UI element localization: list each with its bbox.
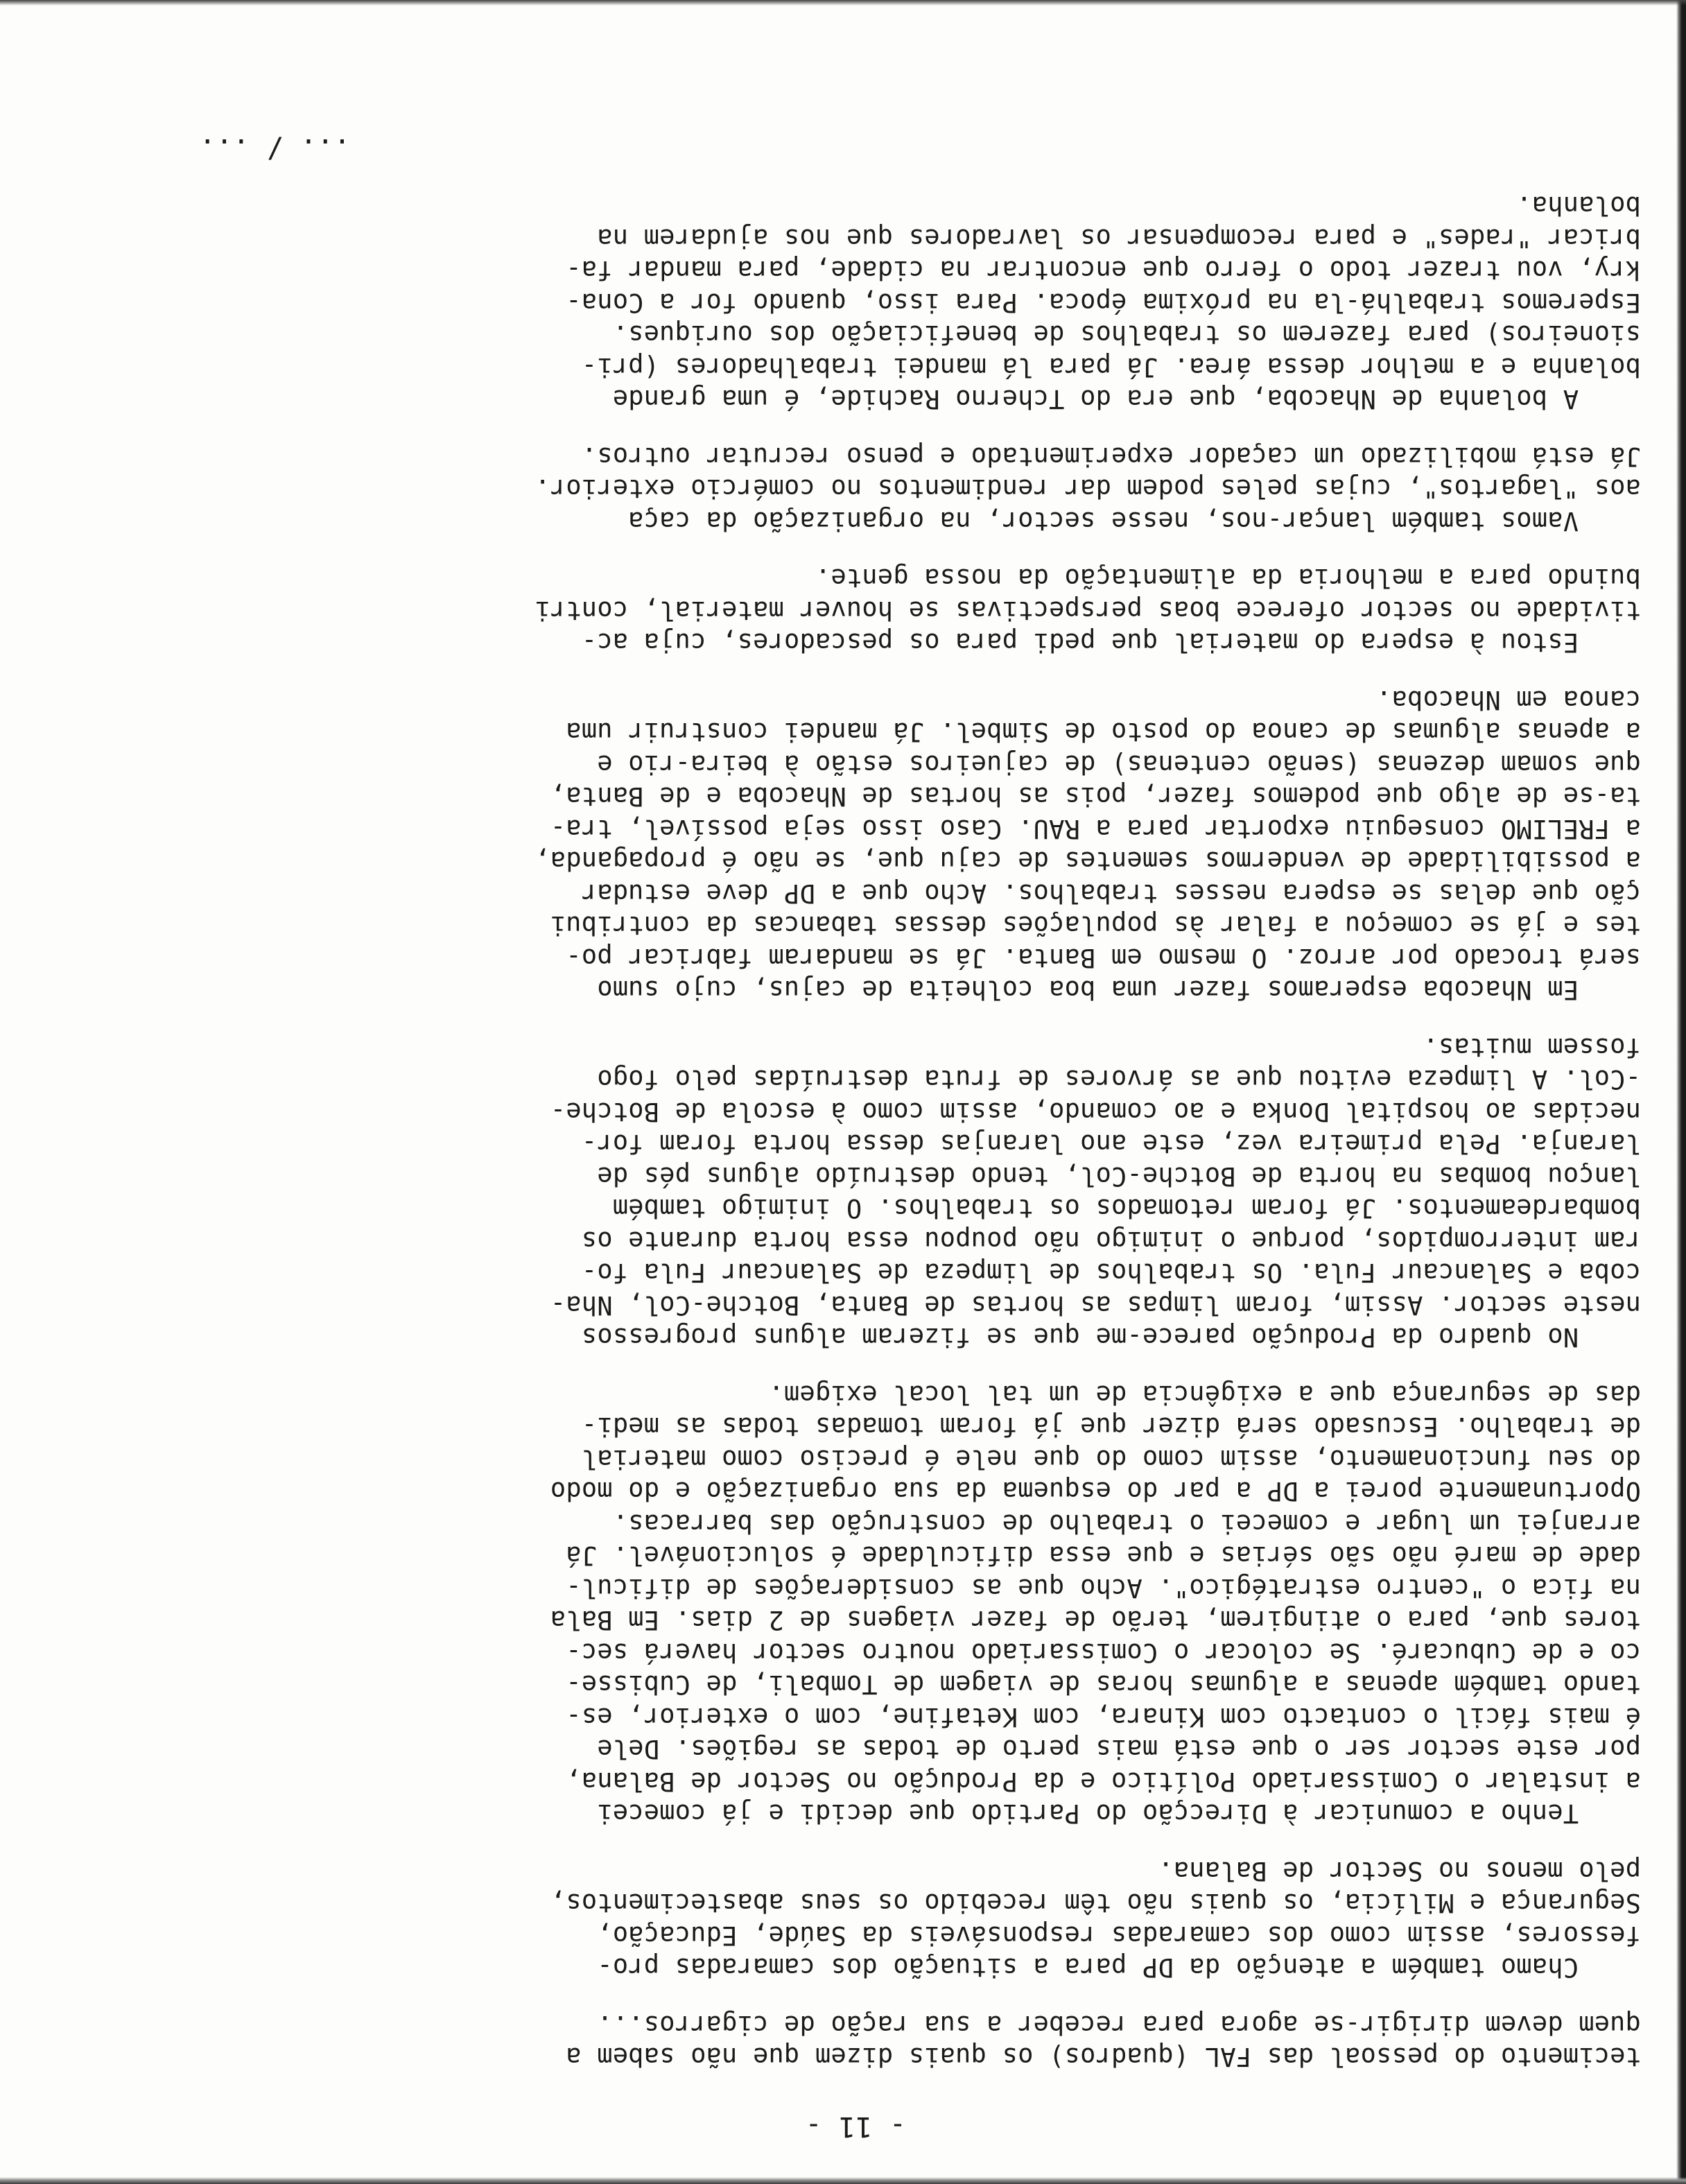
text-line: co e de Cubucaré. Se colocar o Comissariado noutro sector haverá sec- <box>566 1638 1641 1667</box>
text-line: ta-se de algo que podemos fazer, pois as hortas de Nhacoba e de Banta, <box>550 781 1641 812</box>
text-line: tecimento do pessoal das FAL (quadros) os quais dizem que não sabem a <box>566 2042 1641 2072</box>
text-line: das de segurança que a exigência de um tal local exigem. <box>768 1380 1641 1410</box>
text-line: bolanha. <box>1516 191 1641 221</box>
text-line: a possibilidade de vendermos sementes de caju que, se não é propaganda, <box>535 846 1641 876</box>
text-line: por este sector ser o que está mais perto de todas as regiões. Dele <box>597 1734 1641 1765</box>
text-line: tividade no sector oferece boas perspectivas se houver material, contri <box>535 596 1641 625</box>
paragraph <box>157 562 1641 659</box>
text-line: de trabalho. Escusado será dizer que já foram tomadas todas as medi- <box>581 1412 1641 1442</box>
document-body <box>157 132 1641 2143</box>
text-line: canoa em Nhacoba. <box>1375 685 1641 715</box>
text-line: ção que delas se espera nesses trabalhos. Acho que a DP deve estudar <box>581 878 1641 908</box>
text-line: bolanha e a melhor dessa área. Já para lá mandei trabalhadores (pri- <box>581 352 1641 382</box>
text-line: tando também apenas a algumas horas de viagem de Tombali, de Cubisse- <box>566 1670 1641 1700</box>
paragraph <box>157 1378 1641 1830</box>
paragraph <box>157 684 1641 1006</box>
text-line: bombardeamentos. Já foram retomados os trabalhos. O inimigo também <box>612 1193 1641 1224</box>
text-line: -Col. A limpeza evitou que as árvores de fruta destruídas pelo fogo <box>597 1064 1641 1095</box>
text-line: Vamos também lançar-nos, nesse sector, na organização da caça <box>628 506 1641 536</box>
text-line: laranja. Pela primeira vez, este ano laranjas dessa horta foram for- <box>581 1129 1641 1159</box>
text-line: a FRELIMO conseguiu exportar para a RAU. Caso isso seja possível, tra- <box>550 814 1641 844</box>
text-line: na fica o "centro estratégico". Acho que as considerações de dificul- <box>566 1573 1641 1603</box>
scan-edge-bottom <box>0 0 1686 6</box>
text-line: A bolanha de Nhacoba, que era do Tcherno Rachide, é uma grande <box>612 384 1641 415</box>
text-line: sioneiros) para fazerem os trabalhos de beneficiação dos ouriques. <box>612 320 1641 350</box>
text-line: Segurança e Milícia, os quais não têm recebido os seus abastecimentos, <box>550 1888 1641 1918</box>
text-line: aos "lagartos", cujas peles podem dar rendimentos no comércio exterior. <box>535 474 1641 504</box>
text-line: Estou à espera do material que pedi para os pescadores, cuja ac- <box>581 627 1641 658</box>
text-line: necidas ao hospital Donka e ao comando, assim como à escola de Botche- <box>550 1097 1641 1127</box>
text-line: Esperemos trabalhá-la na próxima época. Para isso, quando for a Cona- <box>566 288 1641 318</box>
text-line: Já está mobilizado um caçador experimentado e penso recrutar outros. <box>581 442 1641 471</box>
text-line: a apenas algumas de canoa do posto de Simbel. Já mandei construir uma <box>566 717 1641 747</box>
text-line: ram interrompidos, porque o inimigo não poupou essa horta durante os <box>581 1226 1641 1256</box>
text-line: é mais fácil o contacto com Kinara, com Ketafine, com o exterior, es- <box>566 1702 1641 1732</box>
text-line: No quadro da Produção parece-me que se fizeram alguns progressos <box>581 1322 1641 1353</box>
text-line: Chamo também a atenção da DP para a situação dos camaradas pro- <box>597 1952 1641 1983</box>
paragraph <box>157 1855 1641 1984</box>
page-number: - 11 - <box>805 2111 906 2142</box>
paragraph <box>157 1031 1641 1353</box>
scan-edge-left <box>1676 0 1686 2184</box>
text-line: fessores, assim como dos camaradas responsáveis da Saúde, Educação, <box>597 1921 1641 1950</box>
text-line: tes e já se começou a falar às populações dessas tabancas da contribui <box>550 910 1641 941</box>
text-line: que somam dezenas (senão centenas) de cajueiros estão à beira-rio e <box>597 749 1641 779</box>
text-line: tores que, para o atingirem, terão de fazer viagens de 2 dias. Em Bala <box>550 1605 1641 1636</box>
text-line: será trocado por arroz. O mesmo em Banta. Já se mandaram fabricar po- <box>566 943 1641 973</box>
text-line: buindo para a melhoria da alimentação da nossa gente. <box>815 563 1641 593</box>
text-line: Em Nhacoba esperamos fazer uma boa colheita de cajus, cujo sumo <box>597 975 1641 1005</box>
text-line: arranjei um lugar e comecei o trabalho de construção das barracas. <box>612 1509 1641 1539</box>
text-line: neste sector. Assim, foram limpas as hortas de Banta, Botche-Col, Nha- <box>550 1290 1641 1320</box>
paragraph-list <box>157 189 1641 2073</box>
continuation-marker: ... / ... <box>199 132 351 164</box>
text-line: bricar "rades" e para recompensar os lavradores que nos ajudarem na <box>597 223 1641 253</box>
text-line: lançou bombas na horta de Botche-Col, tendo destruído alguns pés de <box>597 1161 1641 1191</box>
text-line: coba e Salancaur Fula. Os trabalhos de limpeza de Salancaur Fula fo- <box>581 1258 1641 1288</box>
text-line: Tenho a comunicar à Direcção do Partido que decidi e já comecei <box>597 1799 1641 1829</box>
scan-edge-top <box>0 2177 1686 2184</box>
paragraph <box>157 440 1641 537</box>
text-line: do seu funcionamento, assim como do que nele é preciso como material <box>581 1444 1641 1474</box>
text-line: quem devem dirigir-se agora para receber a sua ração de cigarros... <box>597 2010 1641 2040</box>
paragraph <box>157 2009 1641 2073</box>
text-line: Oportunamente porei a DP a par do esquema da sua organização e do modo <box>550 1476 1641 1507</box>
text-line: a instalar o Comissariado Político e da Produção no Sector de Balana, <box>566 1767 1641 1796</box>
text-line: fossem muitas. <box>1423 1032 1641 1062</box>
paragraph <box>157 189 1641 415</box>
text-line: pelo menos no Sector de Balana. <box>1158 1856 1641 1886</box>
text-line: dade de maré não são sérias e que essa dificuldade é solucionável. Já <box>566 1541 1641 1571</box>
text-line: kry, vou trazer todo o ferro que encontrar na cidade, para mandar fa- <box>566 255 1641 286</box>
